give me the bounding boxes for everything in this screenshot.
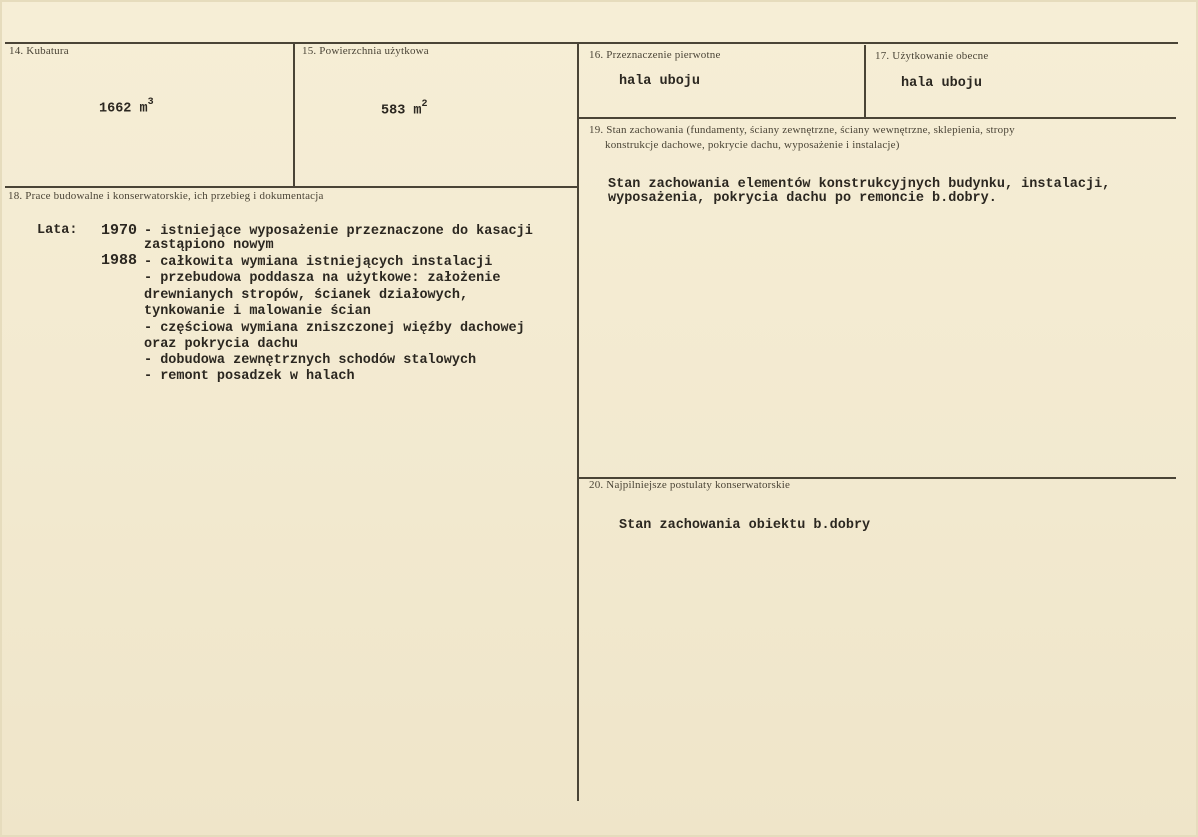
field-18-line: tynkowanie i malowanie ścian	[144, 304, 371, 319]
field-19-label-line2: konstrukcje dachowe, pokrycie dachu, wyposażenie i instalacje)	[605, 139, 900, 151]
field-18-line: zastąpiono nowym	[144, 238, 274, 253]
rule-below-14-15	[5, 186, 577, 188]
field-14-exponent: 3	[147, 97, 154, 108]
field-19-label-line1: 19. Stan zachowania (fundamenty, ściany zewnętrzne, ściany wewnętrzne, sklepienia, stropy	[589, 124, 1015, 136]
field-18-lata: Lata:	[37, 223, 78, 238]
field-16-value: hala uboju	[619, 74, 701, 89]
field-15-value	[381, 101, 428, 119]
field-19-text-line1: Stan zachowania elementów konstrukcyjnych budynku, instalacji,	[608, 177, 1111, 192]
field-15-number: 583 m	[381, 103, 422, 119]
top-rule	[5, 42, 1178, 44]
field-16-label: 16. Przeznaczenie pierwotne	[589, 49, 721, 61]
center-divider	[577, 43, 579, 801]
field-17-value: hala uboju	[901, 76, 983, 91]
field-18-year-1970: 1970	[101, 222, 138, 239]
field-18-line: drewnianych stropów, ścianek działowych,	[144, 288, 469, 303]
field-14-label: 14. Kubatura	[9, 45, 69, 57]
field-15-exponent: 2	[421, 99, 428, 110]
field-19-text-line2: wyposażenia, pokrycia dachu po remoncie b.dobry.	[608, 191, 997, 206]
field-18-line: oraz pokrycia dachu	[144, 337, 298, 352]
field-14-number: 1662 m	[99, 101, 148, 117]
field-18-year-1988: 1988	[101, 252, 138, 269]
field-17-label: 17. Użytkowanie obecne	[875, 50, 989, 62]
field-20-text: Stan zachowania obiektu b.dobry	[619, 518, 871, 533]
field-18-line: - przebudowa poddasza na użytkowe: założenie	[144, 271, 501, 286]
divider-14-15	[293, 43, 295, 186]
divider-16-17	[864, 45, 866, 118]
field-14-value	[99, 99, 154, 117]
field-15-label: 15. Powierzchnia użytkowa	[302, 45, 429, 57]
field-18-line: - remont posadzek w halach	[144, 369, 355, 384]
rule-below-16-17	[579, 117, 1176, 119]
field-18-line: - istniejące wyposażenie przeznaczone do kasacji	[144, 224, 533, 239]
field-18-label: 18. Prace budowalne i konserwatorskie, ich przebieg i dokumentacja	[8, 190, 324, 202]
field-18-line: - dobudowa zewnętrznych schodów stalowych	[144, 353, 477, 368]
field-20-label: 20. Najpilniejsze postulaty konserwatorskie	[589, 479, 791, 491]
field-18-line: - całkowita wymiana istniejących instalacji	[144, 255, 493, 270]
field-18-line: - częściowa wymiana zniszczonej więźby dachowej	[144, 321, 525, 336]
